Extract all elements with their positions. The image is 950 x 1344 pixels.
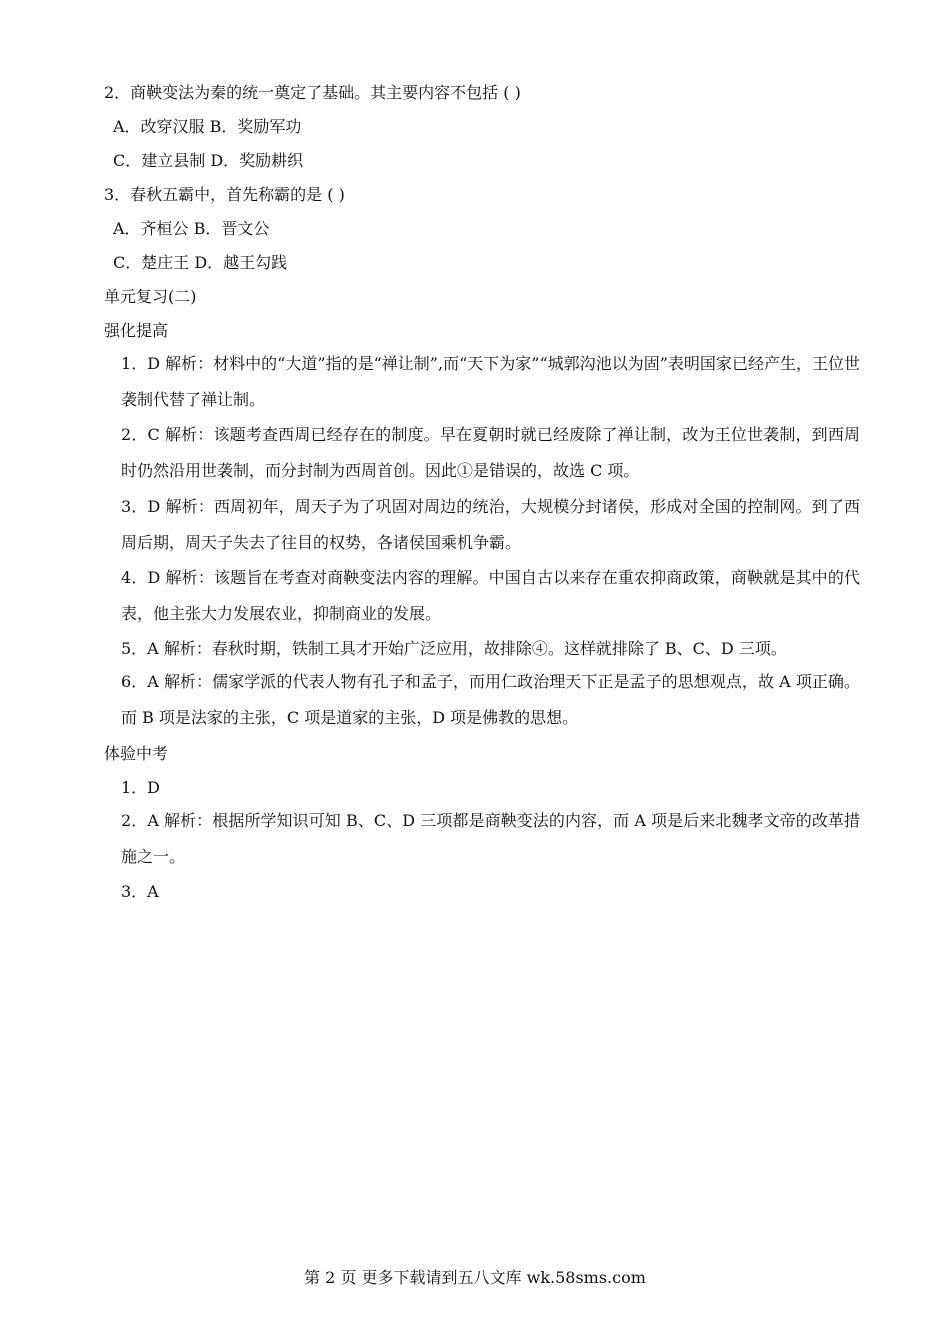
question-3-options-cd: C．楚庄王 D．越王勾践: [113, 253, 288, 272]
answer-text: 1．D 解析：材料中的“大道”指的是“禅让制”,而“天下为家”“城郭沟池以为固”表明国家已经产生，王位世袭制代替了禅让制。: [121, 354, 860, 409]
answer-text: 4．D 解析：该题旨在考查对商鞅变法内容的理解。中国自古以来存在重农抑商政策，商鞅就是其中的代表，他主张大力发展农业，抑制商业的发展。: [121, 568, 860, 623]
answer-item: 5．A 解析：春秋时期，铁制工具才开始广泛应用，故排除④。这样就排除了 B、C、D 三项。: [121, 639, 787, 658]
page-footer: 第 2 页 更多下载请到五八文库 wk.58sms.com: [304, 1268, 646, 1287]
question-2-options-ab: A．改穿汉服 B．奖励军功: [113, 117, 302, 136]
unit-title: 单元复习(二): [104, 287, 197, 306]
answer-text: 2．C 解析：该题考查西周已经存在的制度。早在夏朝时就已经废除了禅让制，改为王位世袭制，到西周时仍然沿用世袭制，而分封制为西周首创。因此①是错误的，故选 C 项。: [121, 425, 860, 480]
question-3-options-ab: A．齐桓公 B．晋文公: [113, 219, 270, 238]
answer-text: 6．A 解析：儒家学派的代表人物有孔子和孟子，而用仁政治理天下正是孟子的思想观点，故 A 项正确。而 B 项是法家的主张，C 项是道家的主张，D 项是佛教的思想。: [121, 672, 860, 727]
answer-text: 2．A 解析：根据所学知识可知 B、C、D 三项都是商鞅变法的内容，而 A 项是后来北魏孝文帝的改革措施之一。: [121, 811, 860, 866]
section-heading-exam: 体验中考: [104, 744, 169, 763]
exam-answer-item: [104, 803, 860, 875]
answer-item: [104, 664, 860, 736]
question-3-stem: 3．春秋五霸中，首先称霸的是 ( ): [104, 185, 345, 204]
exam-answer-item: 3．A: [121, 882, 159, 901]
answer-text: 3．D 解析：西周初年，周天子为了巩固对周边的统治，大规模分封诸侯，形成对全国的控制网。到了西周后期，周天子失去了往目的权势，各诸侯国乘机争霸。: [121, 497, 860, 552]
question-2-options-cd: C．建立县制 D．奖励耕织: [113, 151, 304, 170]
question-2-stem: 2．商鞅变法为秦的统一奠定了基础。其主要内容不包括 ( ): [104, 83, 521, 102]
exam-answer-item: 1．D: [121, 778, 161, 797]
answer-item: [104, 346, 860, 418]
answer-item: [104, 489, 860, 561]
answer-item: [104, 417, 860, 489]
answer-item: [104, 560, 860, 632]
section-heading-strengthen: 强化提高: [104, 321, 169, 340]
